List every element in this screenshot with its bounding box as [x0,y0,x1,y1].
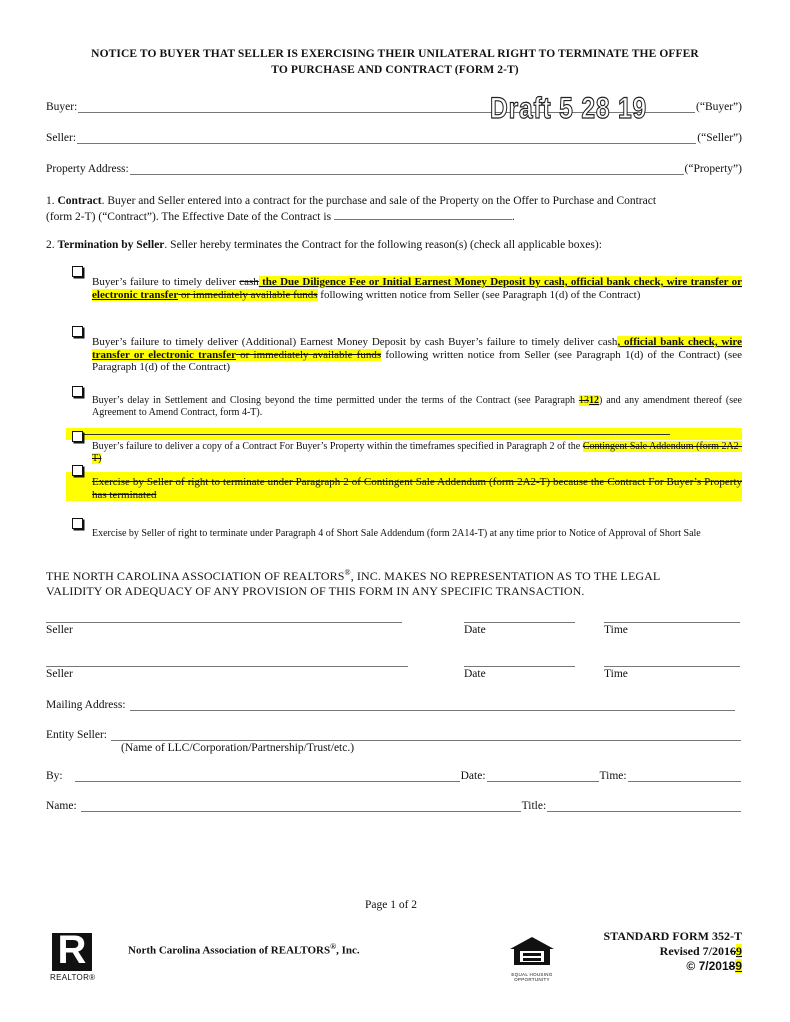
form-title-line-1: NOTICE TO BUYER THAT SELLER IS EXERCISING THEIR UNILATERAL RIGHT TO TERMINATE THE OFFER [91,48,699,60]
text-span: following written notice from Seller (see Paragraph 1(d) of the Contract) [381,348,721,361]
mailing-address-input-line[interactable] [130,698,735,711]
property-input-line[interactable] [130,162,684,175]
text-span: Buyer’s failure to deliver a copy of a Contract For Buyer’s Property within the timeframes specified in Paragraph 2 of the [92,441,583,452]
deleted-rule [78,434,670,435]
section-text-2: (form 2-T) (“Contract”). The Effective Date of the Contract is [46,211,332,223]
seller-1-time-line[interactable] [604,622,740,623]
disclaimer [46,565,746,599]
section-number: 1. [46,195,58,207]
section-termination [46,237,742,253]
association-text: , Inc. [336,944,360,957]
seller-1-time-label: Time [604,624,628,636]
by-time-input-line[interactable] [628,769,741,782]
text-span: Buyer’s failure to timely deliver (Additional) Earnest Money Deposit by cash Buyer’s failure to timely deliver cash [92,336,618,348]
association-text: North Carolina Association of REALTORS [128,944,331,957]
by-row [46,769,742,782]
seller-label: Seller: [46,132,77,144]
section-text: . Seller hereby terminates the Contract for the following reason(s) (check all applicable boxes): [164,239,602,251]
reason-6-checkbox[interactable] [72,518,83,529]
deleted-text: or immediately available funds [178,288,318,301]
deleted-text: 6 [730,944,736,958]
seller-2-label: Seller [46,668,73,680]
draft-watermark: Draft 5 28 19 [490,92,647,125]
disclaimer-text: , INC. MAKES NO REPRESENTATION AS TO THE LEGAL [350,569,661,583]
name-input-line[interactable] [81,799,521,812]
title-label: Title: [521,800,547,812]
deleted-text: or immediately available funds [235,348,382,361]
inserted-text: 9 [736,944,742,958]
revised-date [604,944,742,959]
eho-label: EQUAL HOUSING [511,972,553,977]
entity-seller-label: Entity Seller: [46,729,108,741]
equal-housing-icon [508,935,556,982]
reason-4-checkbox[interactable] [72,431,83,442]
deleted-text: cash [239,276,259,288]
deleted-text: Exercise by Seller of right to terminate under Paragraph 2 of Contingent Sale Addendum (form 2A2-T) because the Contract For Buyer’s Property has terminated [92,476,742,501]
by-input-line[interactable] [75,769,460,782]
registered-mark: ® [344,568,351,577]
text-span: following written notice from Seller (see Paragraph 1(d) of the Contract) [317,288,641,301]
property-field-row [46,162,742,175]
seller-field-row [46,131,742,144]
text-span: Buyer’s failure to timely deliver [92,276,240,288]
realtor-logo-letter: R [57,928,87,972]
form-title [40,46,750,78]
seller-2-time-label: Time [604,668,628,680]
seller-1-label: Seller [46,624,73,636]
reason-1-checkbox[interactable] [72,266,83,277]
seller-1-signature-line[interactable] [46,622,402,623]
reason-2-text [92,336,742,374]
inserted-text: the Due Diligence Fee or Initial Earnest Money Deposit by cash, official bank check, wire transfer or electronic transfer [92,276,742,301]
period: . [511,211,515,223]
reason-5-text [92,476,742,501]
by-date-input-line[interactable] [487,769,599,782]
name-label: Name: [46,800,77,812]
seller-input-line[interactable] [77,131,696,144]
text-span: ) and any amendment thereof (see Agreement to Amend Contract, form 4-T). [92,395,742,418]
text-span: Buyer’s delay in Settlement and Closing beyond the time permitted under the terms of the Contract (see Paragraph [92,395,579,406]
reason-3-checkbox[interactable] [72,386,83,397]
reason-3-text [92,395,742,418]
seller-2-time-line[interactable] [604,666,740,667]
section-number: 2. [46,239,58,251]
by-label: By: [46,770,63,782]
disclaimer-text: VALIDITY OR ADEQUACY OF ANY PROVISION OF THIS FORM IN ANY SPECIFIC TRANSACTION. [46,584,585,598]
seller-2-signature-line[interactable] [46,666,408,667]
entity-seller-row [46,728,742,741]
deleted-text: 13 [578,395,589,406]
deleted-text: Contingent Sale Addendum (form 2A2-T) [92,441,743,464]
seller-suffix: (“Seller”) [697,132,742,144]
name-row [46,799,742,812]
realtor-logo-label: REALTOR® [50,973,96,982]
inserted-text: 12 [588,395,599,406]
property-suffix: (“Property”) [684,163,742,175]
form-title-line-2: TO PURCHASE AND CONTRACT (FORM 2-T) [271,64,519,76]
seller-1-date-line[interactable] [464,622,575,623]
seller-2-date-label: Date [464,668,486,680]
buyer-suffix: (“Buyer”) [696,101,742,113]
inserted-text: , official bank check, wire transfer or electronic transfer [92,336,742,361]
association-name [128,942,360,957]
eho-label: OPPORTUNITY [514,977,550,982]
reason-2-checkbox[interactable] [72,326,83,337]
standard-form-block [604,929,742,974]
section-text: . Buyer and Seller entered into a contract for the purchase and sale of the Property on the Offer to Purchase and Contract [101,195,657,207]
section-heading: Contract [57,195,102,207]
by-time-label: Time: [599,770,627,782]
reason-6-text [92,528,742,540]
entity-seller-hint: (Name of LLC/Corporation/Partnership/Trust/etc.) [121,742,355,754]
entity-seller-input-line[interactable] [111,728,741,741]
section-contract [46,193,742,225]
seller-2-date-line[interactable] [464,666,575,667]
text-span: Exercise by Seller of right to terminate under Paragraph 4 of Short Sale Addendum (form 2A14-T) at any time prior to Notice of Approval of Short Sale [92,528,701,539]
page-number: Page 1 of 2 [365,899,418,911]
copyright-date [604,959,742,974]
mailing-address-label: Mailing Address: [46,699,126,711]
mailing-address-row [46,698,736,711]
revised-text: Revised 7/201 [659,944,730,958]
registered-mark: ® [330,942,337,951]
title-input-line[interactable] [547,799,741,812]
buyer-label: Buyer: [46,101,78,113]
text-span: (see Paragraph 1(d) of the Contract) [92,348,742,373]
section-heading: Termination by Seller [57,239,165,251]
form-number: STANDARD FORM 352-T [603,929,742,943]
reason-1-text [92,276,742,301]
property-label: Property Address: [46,163,129,175]
seller-1-date-label: Date [464,624,486,636]
disclaimer-text: THE NORTH CAROLINA ASSOCIATION OF REALTORS [46,569,345,583]
deleted-text: 8 [728,959,736,973]
effective-date-input-line[interactable] [334,209,512,220]
by-date-label: Date: [460,770,486,782]
copyright-text: © 7/201 [686,959,729,973]
reason-5-checkbox[interactable] [72,465,83,476]
inserted-text: 9 [735,959,742,973]
reason-4-text [92,441,742,464]
